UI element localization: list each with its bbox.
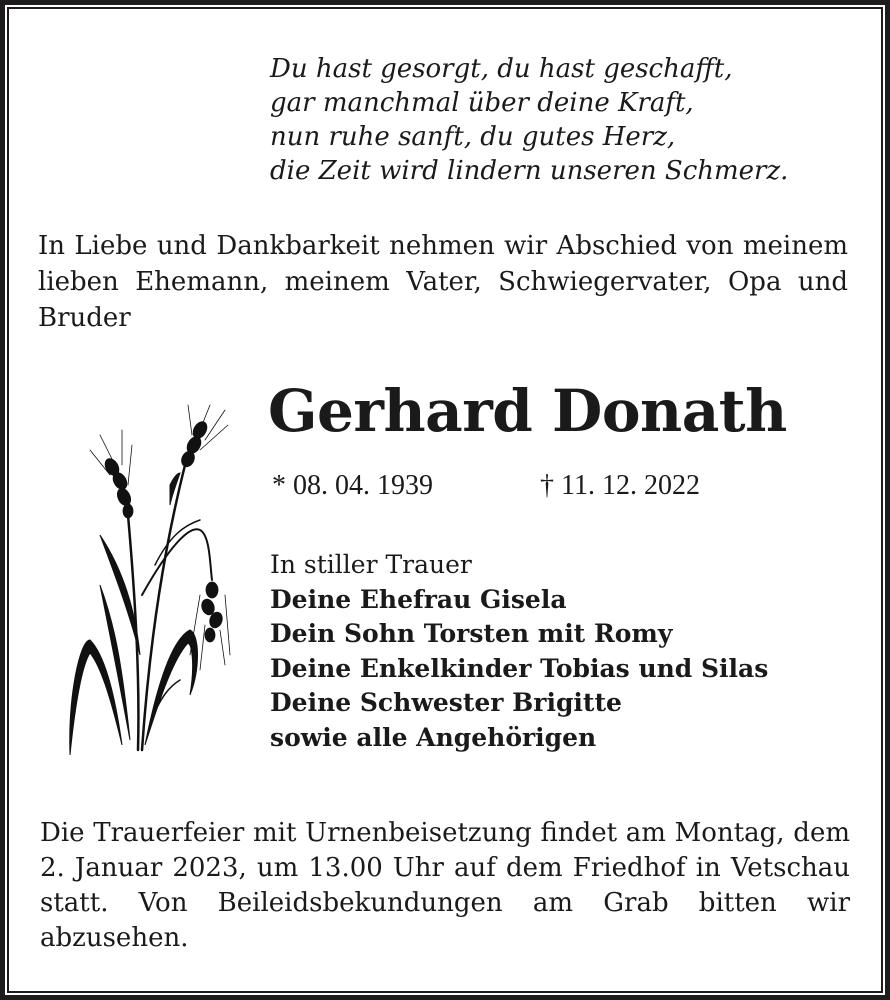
funeral-info: Die Trauerfeier mit Urnenbeisetzung findet am Montag, dem 2. Januar 2023, um 13.00 Uhr auf dem Friedhof in Vetschau statt. Von Beileidsbekundungen am Grab bitten wir abzusehen. (40, 818, 850, 953)
wheat-illustration (60, 395, 235, 755)
deceased-name: Gerhard Donath (268, 377, 787, 445)
poem-line: gar manchmal über deine Kraft, (270, 88, 694, 118)
mourners-list (270, 548, 768, 755)
intro-text: In Liebe und Dankbarkeit nehmen wir Abschied von meinem lieben Ehemann, meinem Vater, Schwiegervater, Opa und Bruder (38, 231, 848, 333)
mourner: Deine Ehefrau Gisela (270, 584, 567, 614)
poem-line: Du hast gesorgt, du hast geschafft, (270, 54, 733, 84)
mourner: Dein Sohn Torsten mit Romy (270, 619, 673, 648)
death-date: † 11. 12. 2022 (540, 470, 700, 501)
poem-line: die Zeit wird lindern unseren Schmerz. (270, 156, 789, 186)
mourning-intro: In stiller Trauer (270, 550, 472, 579)
poem-line: nun ruhe sanft, du gutes Herz, (270, 122, 676, 152)
mourner: sowie alle Angehörigen (270, 722, 597, 752)
poem (270, 52, 788, 188)
mourner: Deine Schwester Brigitte (270, 688, 622, 717)
birth-date: * 08. 04. 1939 (272, 470, 433, 501)
mourner: Deine Enkelkinder Tobias und Silas (270, 653, 769, 683)
